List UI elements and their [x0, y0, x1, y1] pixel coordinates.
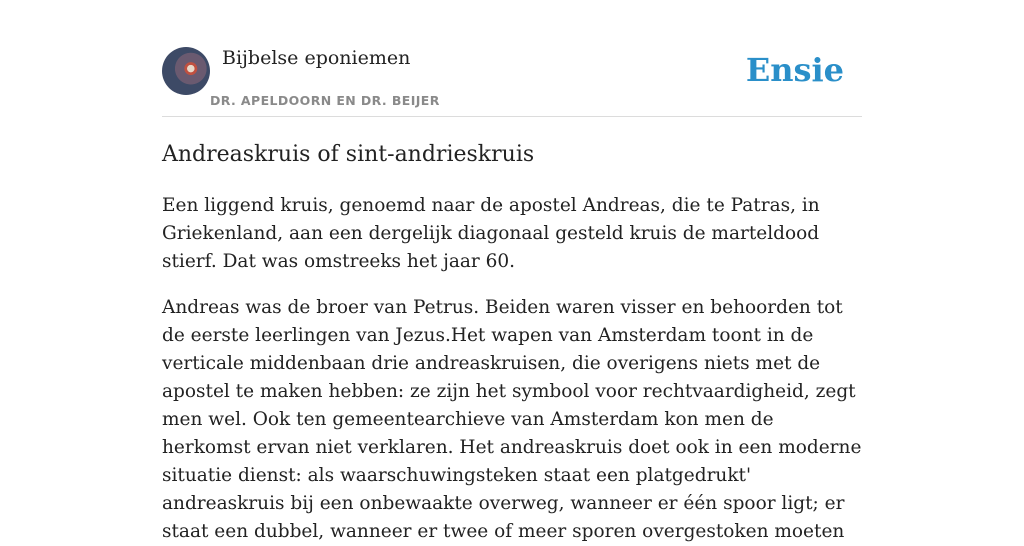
source-author: DR. APELDOORN EN DR. BEIJER [210, 93, 440, 108]
article-paragraph: Andreas was de broer van Petrus. Beiden waren visser en behoorden tot de eerste leerlingen van Jezus.Het wapen van Amsterdam toont in de verticale middenbaan drie andreaskruisen, die overigens niets met de apostel te maken hebben: ze zijn het symbool voor rechtvaardigheid, zegt men wel. Ook ten gemeentearchieve van Amsterdam kon men de herkomst ervan niet verklaren. Het andreaskruis doet ook in een moderne situatie dienst: als waarschuwingsteken staat een platgedrukt' andreaskruis bij een onbewaakte overweg, wanneer er één spoor ligt; er staat een dubbel, wanneer er twee of meer sporen overgestoken moeten [162, 297, 862, 542]
article-paragraph: Een liggend kruis, genoemd naar de apostel Andreas, die te Patras, in Griekenland, aan een dergelijk diagonaal gesteld kruis de marteldood stierf. Dat was omstreeks het jaar 60. [162, 195, 820, 272]
article [162, 140, 862, 546]
article-title: Andreaskruis of sint-andrieskruis [162, 142, 535, 167]
source-title[interactable]: Bijbelse eponiemen [222, 47, 411, 69]
ensie-logo[interactable]: Ensie [745, 51, 844, 89]
book-cover-icon[interactable] [162, 47, 193, 95]
book-cover-image [162, 47, 210, 95]
header [162, 46, 862, 117]
